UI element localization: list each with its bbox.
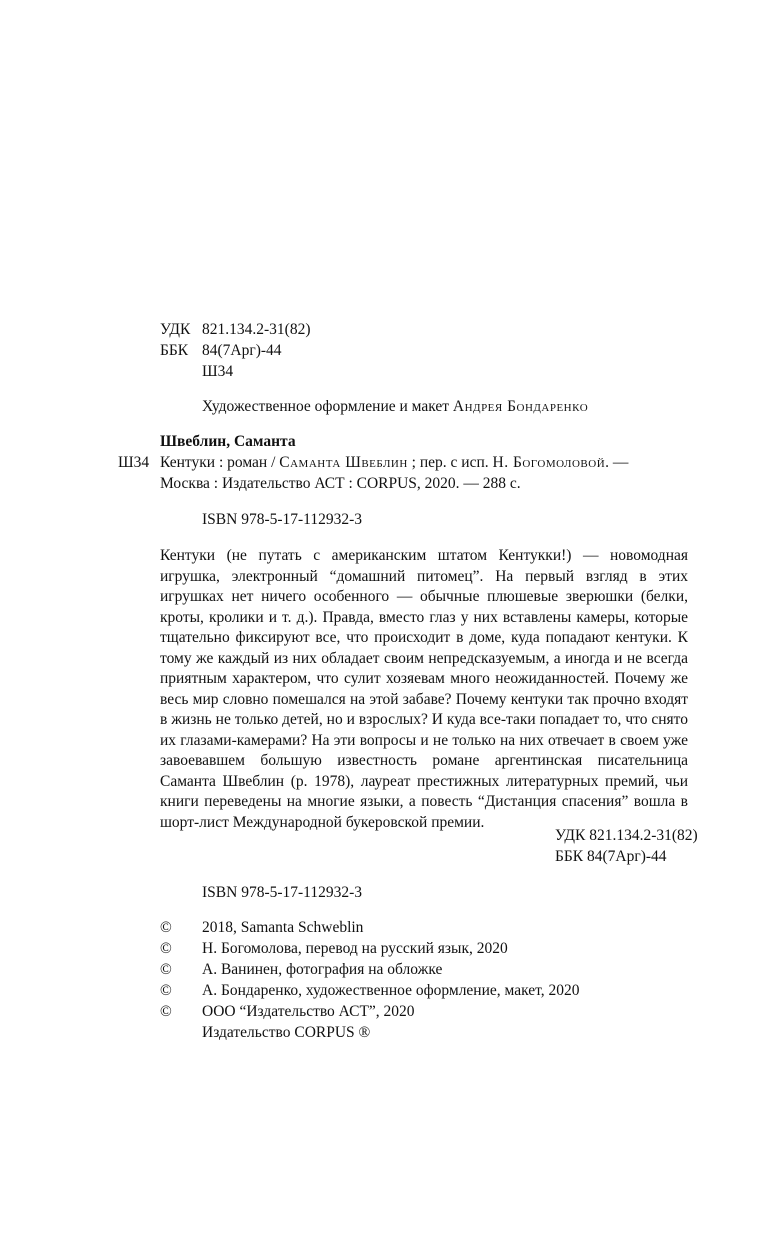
isbn-bottom: ISBN 978-5-17-112932-3 — [202, 884, 363, 901]
translator-smallcaps: Н. Богомоловой — [492, 454, 606, 471]
copyright-row — [160, 939, 660, 959]
title-tail: . — — [605, 454, 629, 471]
bibliographic-title-line — [160, 453, 628, 473]
copyright-symbol: © — [160, 982, 172, 999]
title-part: Кентуки : роман / — [160, 454, 280, 471]
side-author-mark: Ш34 — [118, 454, 150, 471]
bbk-label: ББК — [160, 342, 189, 359]
copyright-text: 2018, Samanta Schweblin — [202, 919, 364, 936]
copyright-text: ООО “Издательство АСТ”, 2020 — [202, 1003, 415, 1020]
udk-label: УДК — [160, 321, 191, 338]
author-mark: Ш34 — [202, 363, 234, 380]
copyright-symbol: © — [160, 1003, 172, 1020]
design-credit-text: Художественное оформление и макет — [202, 398, 450, 415]
copyright-text: А. Ванинен, фотография на обложке — [202, 961, 443, 978]
imprint-line: Москва : Издательство АСТ : CORPUS, 2020. — 288 с. — [160, 475, 521, 492]
isbn-top: ISBN 978-5-17-112932-3 — [202, 511, 363, 528]
copyright-row — [160, 981, 660, 1001]
design-credit-name: Андрея Бондаренко — [452, 398, 589, 415]
copyright-symbol: © — [160, 961, 172, 978]
copyright-symbol: © — [160, 919, 172, 936]
copyright-row — [160, 918, 660, 938]
author-heading: Швеблин, Саманта — [160, 433, 296, 450]
bbk-value: 84(7Арг)-44 — [202, 342, 282, 359]
udk-bottom: УДК 821.134.2-31(82) — [555, 827, 698, 844]
copyright-row — [160, 1023, 660, 1043]
translator-prefix: ; пер. с исп. — [407, 454, 493, 471]
copyright-symbol: © — [160, 940, 172, 957]
copyright-text: Издательство CORPUS ® — [202, 1024, 371, 1041]
annotation-paragraph: Кентуки (не путать с американским штатом Кентукки!) — новомодная игрушка, электронный “домашний питомец”. На первый взгляд в этих игрушках нет ничего особенного — обычные плюшевые зверюшки (белки, кроты, кролики и т. д.). Правда, вместо глаз у них вставлены камеры, которые тщательно фиксируют все, что происходит в доме, куда попадают кентуки. К тому же каждый из них обладает своим непредсказуемым, а иногда и не всегда приятным характером, что сулит хозяевам много неожиданностей. Почему же весь мир словно помешался на этой забаве? Почему кентуки так прочно входят в жизнь не только детей, но и взрослых? И куда все-таки попадает то, что снято их глазами-камерами? На эти вопросы и не только на них отвечает в своем уже завоевавшем большую известность романе аргентинская писательница Саманта Швеблин (р. 1978), лауреат престижных литературных премий, чьи книги переведены на многие языки, а повесть “Дистанция спасения” вошла в шорт-лист Международной букеровской премии. — [160, 547, 688, 831]
copyright-row — [160, 1002, 660, 1022]
udk-value: 821.134.2-31(82) — [202, 321, 311, 338]
copyright-row — [160, 960, 660, 980]
author-smallcaps: Саманта Швеблин — [279, 454, 408, 471]
bbk-bottom: ББК 84(7Арг)-44 — [555, 848, 667, 865]
copyright-text: Н. Богомолова, перевод на русский язык, 2020 — [202, 940, 508, 957]
design-credit — [202, 397, 588, 417]
copyright-text: А. Бондаренко, художественное оформление, макет, 2020 — [202, 982, 580, 999]
